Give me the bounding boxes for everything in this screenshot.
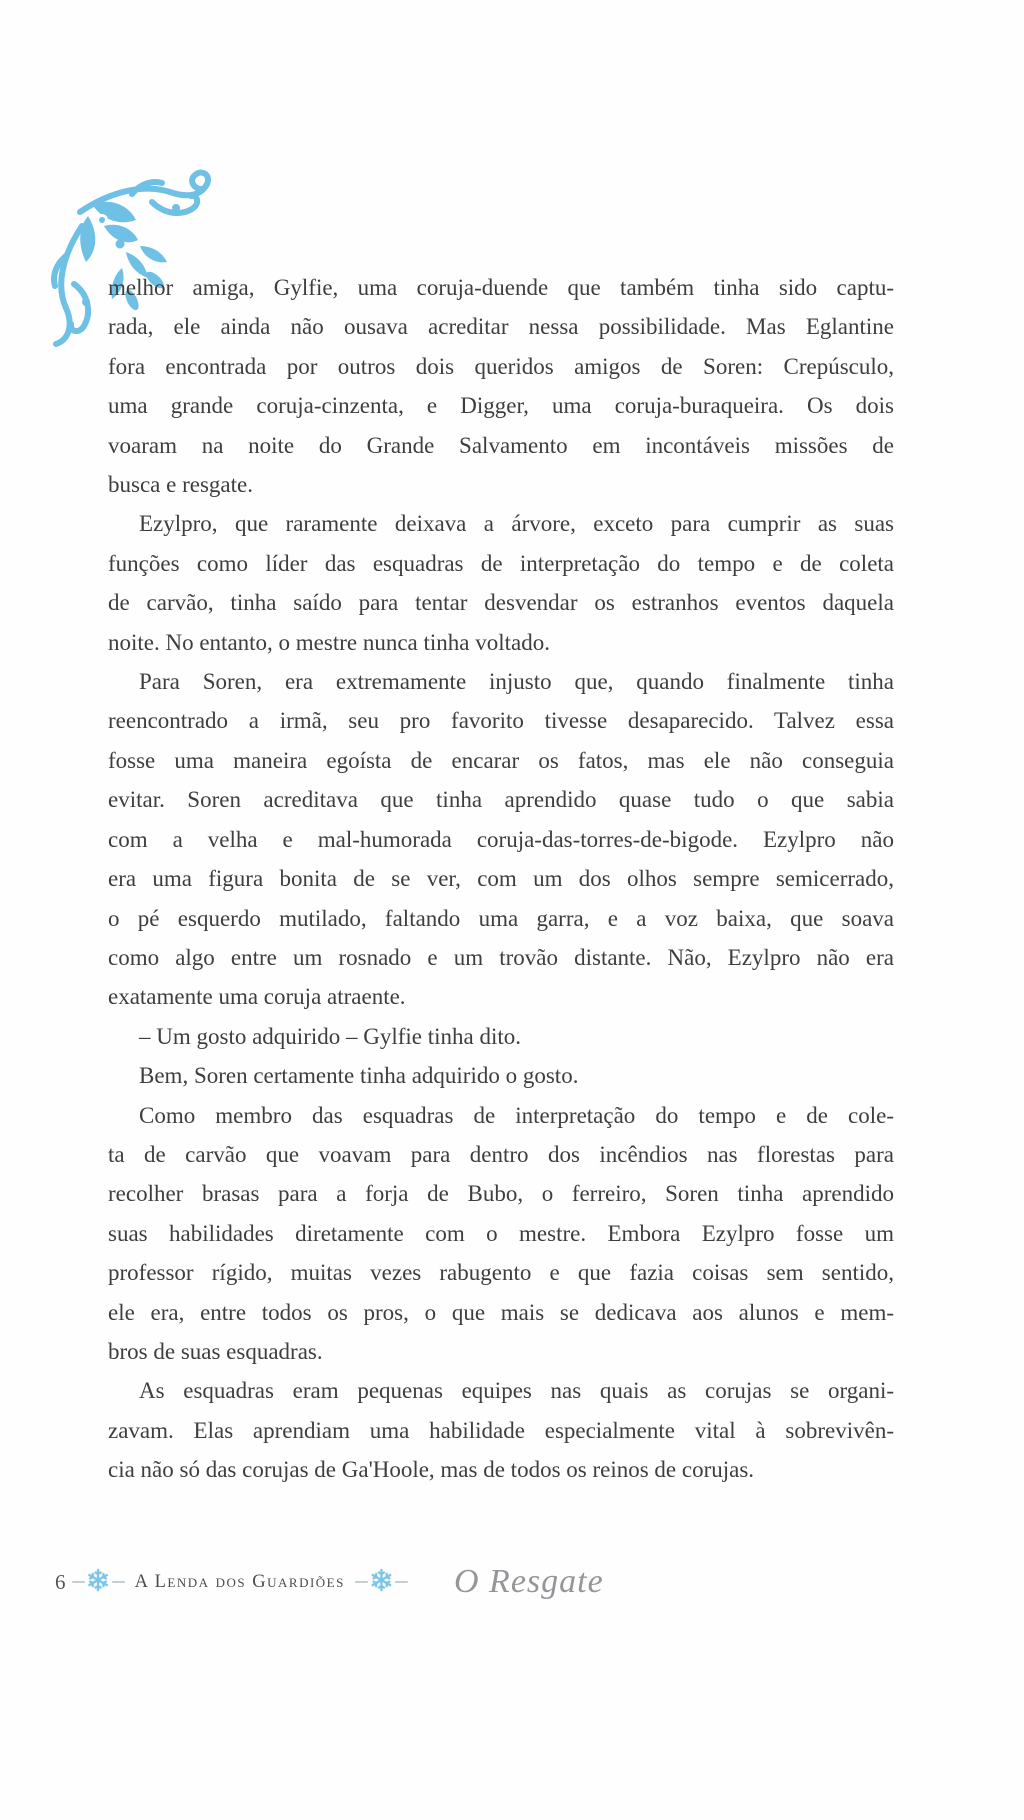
footer-ornament-left <box>72 1567 125 1597</box>
text-line: Como membro das esquadras de interpretação do tempo e de cole- <box>139 1102 894 1128</box>
body-text <box>108 268 894 1490</box>
text-line: suas habilidades diretamente com o mestre. Embora Ezylpro fosse um <box>108 1220 894 1246</box>
text-line: uma grande coruja-cinzenta, e Digger, uma coruja-buraqueira. Os dois <box>108 393 894 419</box>
text-line: As esquadras eram pequenas equipes nas quais as corujas se organi- <box>139 1378 894 1404</box>
text-line: exatamente uma coruja atraente. <box>108 984 406 1010</box>
paragraph <box>108 1056 894 1095</box>
text-line: melhor amiga, Gylfie, uma coruja-duende que também tinha sido captu- <box>108 275 894 300</box>
dash-rule <box>72 1581 85 1583</box>
paragraph <box>108 662 894 1017</box>
dash-rule <box>355 1581 368 1583</box>
paragraph <box>108 268 894 504</box>
text-line: com a velha e mal-humorada coruja-das-torres-de-bigode. Ezylpro não <box>108 826 894 852</box>
text-line: busca e resgate. <box>108 472 253 498</box>
text-line: fora encontrada por outros dois queridos amigos de Soren: Crepúsculo, <box>108 353 894 379</box>
footer-ornament-right <box>355 1567 408 1597</box>
text-line: Ezylpro, que raramente deixava a árvore, exceto para cumprir as suas <box>139 511 894 537</box>
text-line: era uma figura bonita de se ver, com um dos olhos sempre semicerrado, <box>108 866 894 892</box>
book-title: O Resgate <box>454 1563 604 1600</box>
paragraph <box>108 1371 894 1489</box>
text-line: zavam. Elas aprendiam uma habilidade especialmente vital à sobrevivên- <box>108 1417 894 1443</box>
page-number: 6 <box>55 1569 66 1594</box>
text-line: reencontrado a irmã, seu pro favorito tivesse desaparecido. Talvez essa <box>108 708 894 734</box>
text-line: funções como líder das esquadras de interpretação do tempo e de coleta <box>108 550 894 576</box>
text-line: bros de suas esquadras. <box>108 1338 323 1364</box>
series-title: A Lenda dos Guardiões <box>134 1571 345 1592</box>
paragraph <box>108 504 894 662</box>
text-line: professor rígido, muitas vezes rabugento e que fazia coisas sem sentido, <box>108 1260 894 1286</box>
text-line: ta de carvão que voavam para dentro dos incêndios nas florestas para <box>108 1141 894 1167</box>
snowflake-icon: ❄ <box>85 1565 111 1598</box>
dash-rule <box>112 1581 125 1583</box>
text-line: de carvão, tinha saído para tentar desvendar os estranhos eventos daquela <box>108 590 894 616</box>
text-line: noite. No entanto, o mestre nunca tinha voltado. <box>108 629 550 655</box>
text-line: ele era, entre todos os pros, o que mais se dedicava aos alunos e mem- <box>108 1299 894 1325</box>
text-line: fosse uma maneira egoísta de encarar os fatos, mas ele não conseguia <box>108 747 894 773</box>
text-line: voaram na noite do Grande Salvamento em incontáveis missões de <box>108 432 894 458</box>
text-line: recolher brasas para a forja de Bubo, o ferreiro, Soren tinha aprendido <box>108 1181 894 1207</box>
text-line: evitar. Soren acreditava que tinha aprendido quase tudo o que sabia <box>108 787 894 813</box>
paragraph <box>108 1017 894 1056</box>
paragraph <box>108 1096 894 1372</box>
text-line: rada, ele ainda não ousava acreditar nessa possibilidade. Mas Eglantine <box>108 314 894 340</box>
text-line: cia não só das corujas de Ga'Hoole, mas de todos os reinos de corujas. <box>108 1457 755 1483</box>
text-line: como algo entre um rosnado e um trovão distante. Não, Ezylpro não era <box>108 944 894 970</box>
page-footer <box>55 1556 604 1608</box>
text-line: – Um gosto adquirido – Gylfie tinha dito. <box>139 1023 522 1049</box>
text-line: Bem, Soren certamente tinha adquirido o gosto. <box>139 1063 579 1089</box>
text-line: o pé esquerdo mutilado, faltando uma garra, e a voz baixa, que soava <box>108 905 894 931</box>
snowflake-icon: ❄ <box>368 1565 394 1598</box>
text-line: Para Soren, era extremamente injusto que, quando finalmente tinha <box>139 669 894 695</box>
dash-rule <box>395 1581 408 1583</box>
